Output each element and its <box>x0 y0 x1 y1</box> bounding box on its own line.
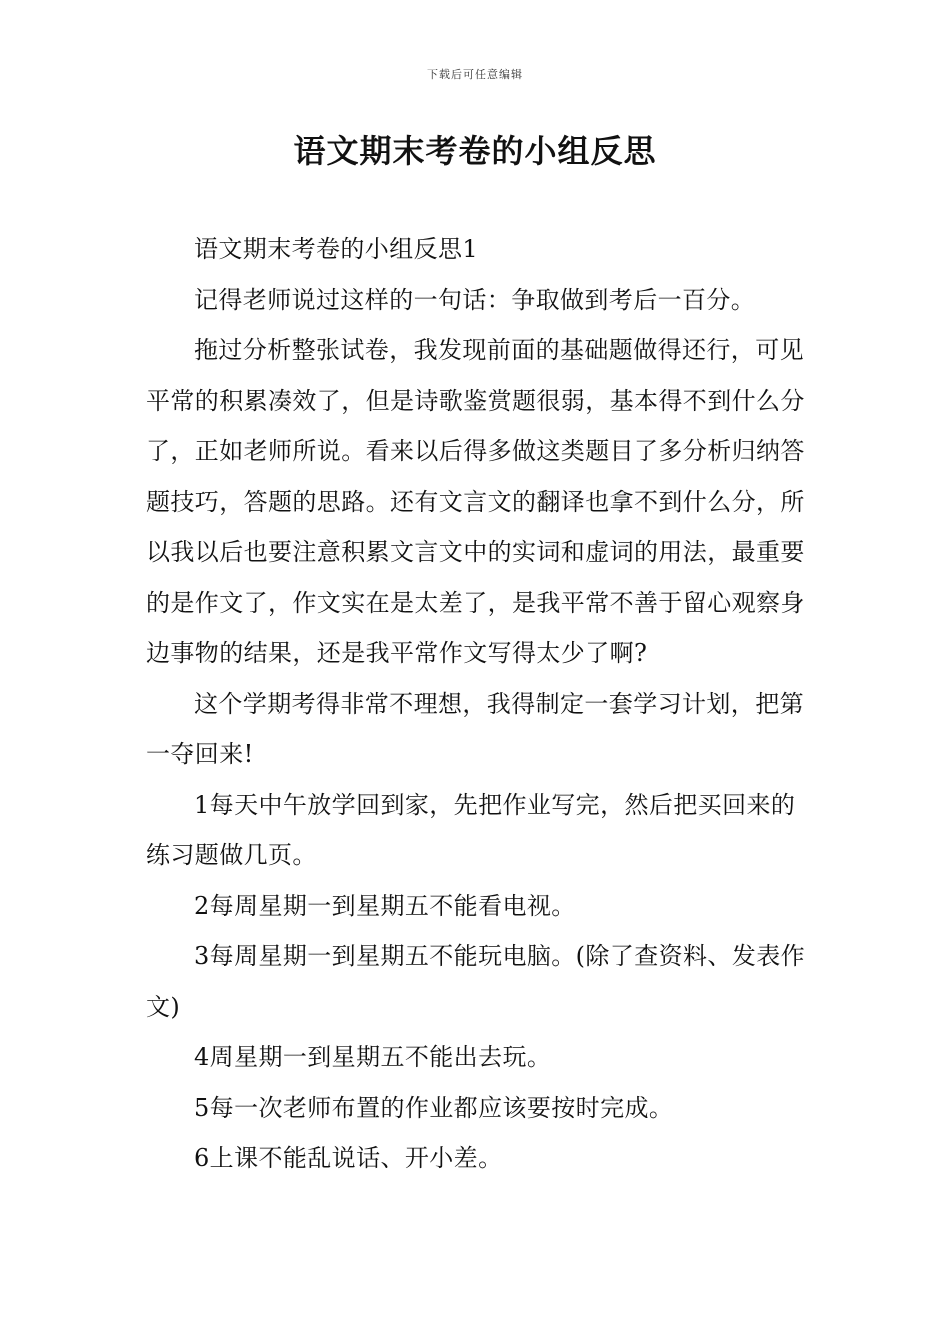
document-body <box>146 224 808 1184</box>
plan-item: 2每周星期一到星期五不能看电视。 <box>194 891 576 920</box>
plan-item: 4周星期一到星期五不能出去玩。 <box>194 1043 552 1071</box>
paragraph: 这个学期考得非常不理想，我得制定一套学习计划，把第一夺回来! <box>146 689 804 768</box>
plan-item: 6上课不能乱说话、开小差。 <box>194 1144 503 1172</box>
section-heading: 语文期末考卷的小组反思1 <box>194 235 479 263</box>
plan-item: 1每天中午放学回到家，先把作业写完，然后把买回来的练习题做几页。 <box>146 790 796 869</box>
paragraph: 记得老师说过这样的一句话：争取做到考后一百分。 <box>194 285 756 314</box>
plan-item: 3每周星期一到星期五不能玩电脑。(除了查资料、发表作文) <box>146 942 806 1021</box>
plan-item: 5每一次老师布置的作业都应该要按时完成。 <box>194 1093 674 1122</box>
paragraph: 拖过分析整张试卷，我发现前面的基础题做得还行，可见平常的积累凑效了，但是诗歌鉴赏题很弱，基本得不到什么分了，正如老师所说。看来以后得多做这类题目了多分析归纳答题技巧，答题的思路。还有文言文的翻译也拿不到什么分，所以我以后也要注意积累文言文中的实词和虚词的用法，最重要的是作文了，作文实在是太差了，是我平常不善于留心观察身边事物的结果，还是我平常作文写得太少了啊? <box>146 336 805 667</box>
header-note: 下载后可任意编辑 <box>427 68 523 81</box>
document-title: 语文期末考卷的小组反思 <box>293 132 657 170</box>
